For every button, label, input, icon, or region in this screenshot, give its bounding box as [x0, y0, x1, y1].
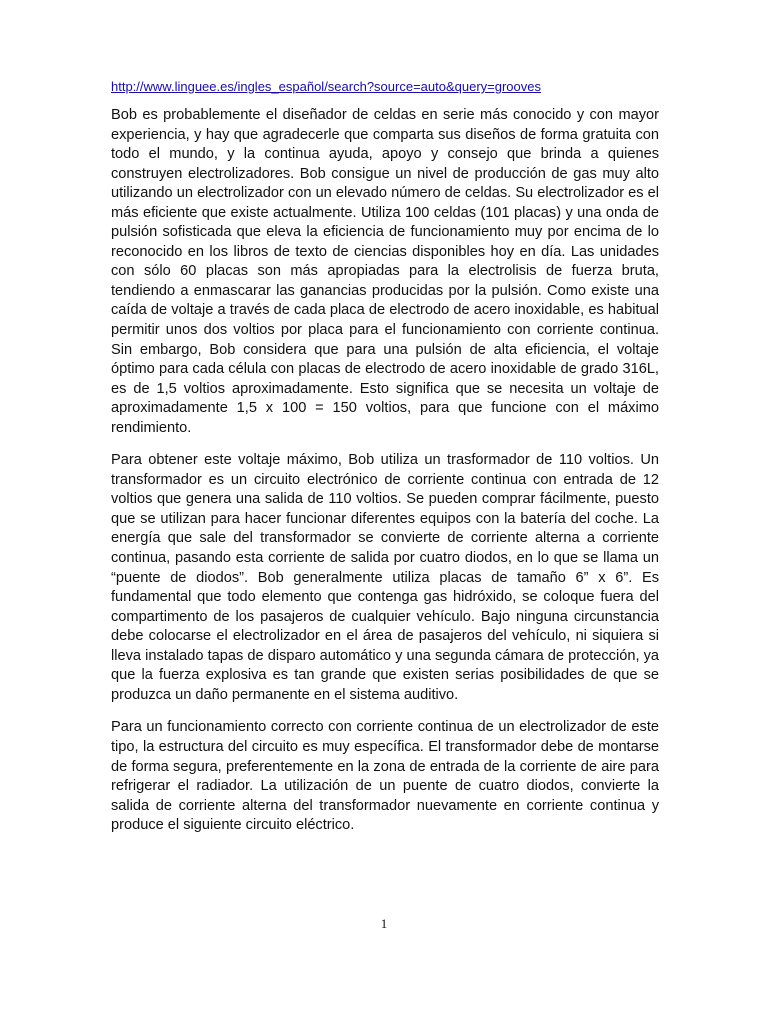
paragraph-1: Bob es probablemente el diseñador de celdas en serie más conocido y con mayor experiencia, y hay que agradecerle que comparta sus diseños de forma gratuita con todo el mundo, y la continua ayuda, apoyo y consejo que brinda a quienes construyen electrolizadores. Bob consigue un nivel de producción de gas muy alto utilizando un electrolizador con un elevado número de celdas. Su electrolizador es el más eficiente que existe actualmente. Utiliza 100 celdas (101 placas) y una onda de pulsión sofisticada que eleva la eficiencia de funcionamiento muy por encima de lo reconocido en los libros de texto de ciencias disponibles hoy en día. Las unidades con sólo 60 placas son más apropiadas para la electrolisis de fuerza bruta, tendiendo a enmascarar las ganancias producidas por la pulsión. Como existe una caída de voltaje a través de cada placa de electrodo de acero inoxidable, es habitual permitir unos dos voltios por placa para el funcionamiento con corriente continua. Sin embargo, Bob considera que para una pulsión de alta eficiencia, el voltaje óptimo para cada célula con placas de electrodo de acero inoxidable de grado 316L, es de 1,5 voltios aproximadamente. Esto significa que se necesita un voltaje de aproximadamente 1,5 x 100 = 150 voltios, para que funcione con el máximo rendimiento.	[111, 107, 659, 436]
source-link[interactable]: http://www.linguee.es/ingles_español/search?source=auto&query=grooves	[111, 79, 541, 94]
paragraph-2: Para obtener este voltaje máximo, Bob utiliza un trasformador de 110 voltios. Un transformador es un circuito electrónico de corriente continua con entrada de 12 voltios que genera una salida de 110 voltios. Se pueden comprar fácilmente, puesto que se utilizan para hacer funcionar diferentes equipos con la batería del coche. La energía que sale del transformador se convierte de corriente alterna a corriente continua, pasando esta corriente de salida por cuatro diodos, en lo que se llama un “puente de diodos”. Bob generalmente utiliza placas de tamaño 6” x 6”. Es fundamental que todo elemento que contenga gas hidróxido, se coloque fuera del compartimento de los pasajeros de cualquier vehículo. Bajo ninguna circunstancia debe colocarse el electrolizador en el área de pasajeros del vehículo, ni siquiera si lleva instalado tapas de disparo automático y una segunda cámara de protección, ya que la fuerza explosiva es tan grande que existen serias posibilidades de que se produzca un daño permanente en el sistema auditivo.	[111, 452, 659, 703]
document-page	[111, 78, 659, 849]
paragraph-3: Para un funcionamiento correcto con corriente continua de un electrolizador de este tipo, la estructura del circuito es muy específica. El transformador debe de montarse de forma segura, preferentemente en la zona de entrada de la corriente de aire para refrigerar el radiador. La utilización de un puente de cuatro diodos, convierte la salida de corriente alterna del transformador nuevamente en corriente continua y produce el siguiente circuito eléctrico.	[111, 719, 659, 834]
page-number: 1	[380, 916, 388, 931]
